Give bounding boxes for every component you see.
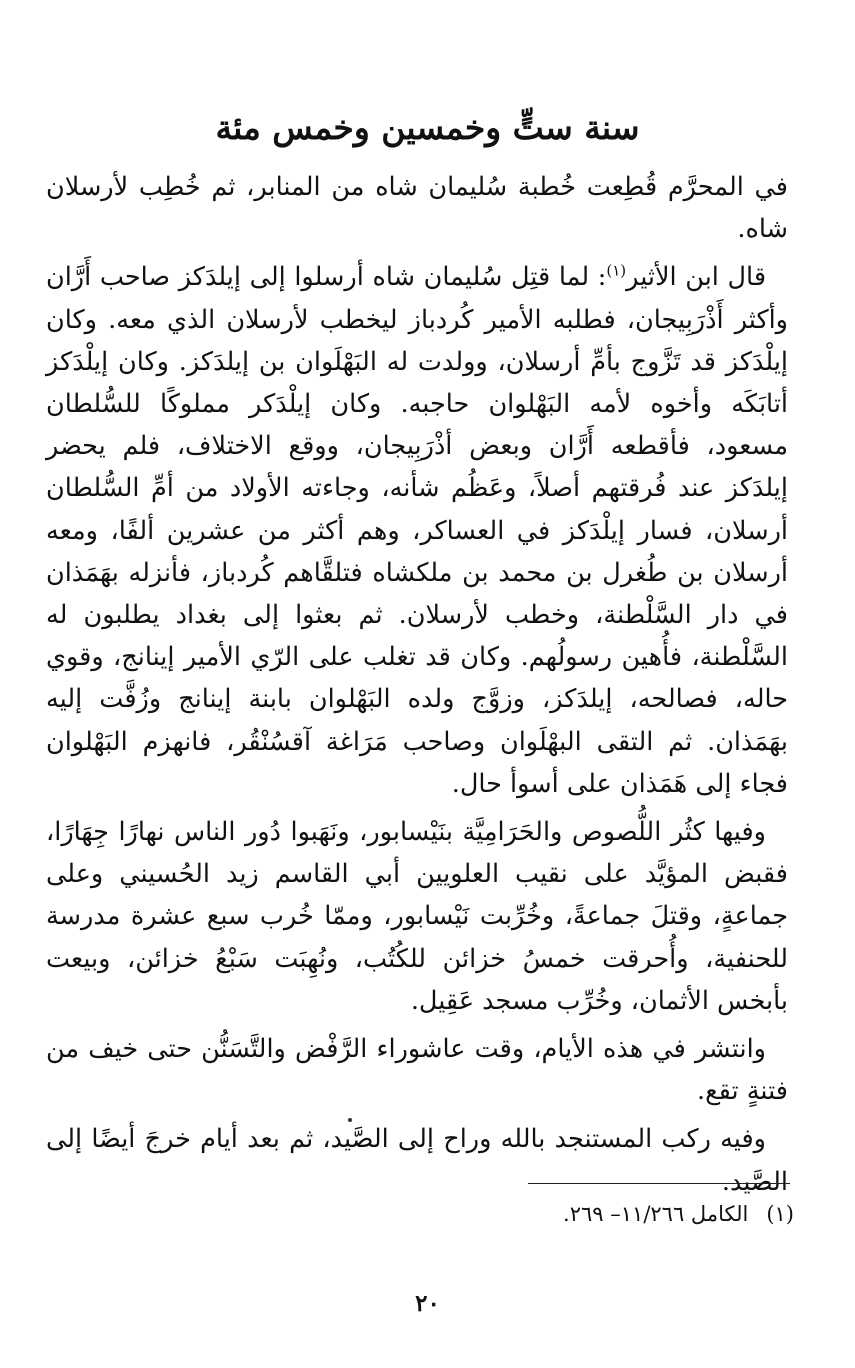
main-text (46, 166, 788, 1209)
paragraph-muharram: في المحرَّم قُطِعت خُطبة سُليمان شاه من المنابر، ثم خُطِب لأرسلان شاه. (46, 172, 788, 245)
page-number: ٢٠ (415, 1290, 440, 1317)
footnote (46, 1196, 794, 1232)
footnote-divider (528, 1183, 790, 1184)
footnote-reference: (١) (606, 261, 627, 280)
footnote-number: (١) (766, 1202, 794, 1226)
stray-dot-mark (348, 1118, 352, 1122)
paragraph-nishapur: وفيها كثُر اللُّصوص والحَرَامِيَّة بنَيْسابور، ونَهَبوا دُور الناس نهارًا جِهَارًا، فقبض المؤيَّد على نقيب العلويين أبي القاسم زيد الحُسيني وعلى جماعةٍ، وقتلَ جماعةً، وخُرِّبت نَيْسابور، وممّا خُرب سبع عشرة مدرسة للحنفية، وأُحرقت خمسُ خزائن للكُتُب، ونُهِبَت سَبْعُ خزائن، وبيعت بأبخس الأثمان، وخُرِّب مسجد عَقِيل. (46, 817, 788, 1016)
quote-text: : لما قتِل سُليمان شاه أرسلوا إلى إيلدَكز صاحب أَرَّان وأكثر أَذْرَبِيجان، فطلبه الأمير كُردباز ليخطب لأرسلان الذي معه. وكان إيلْدَكز قد تَزَّوج بأمِّ أرسلان، وولدت له البَهْلَوان بن إيلدَكز. وكان إيلْدَكز أتابَكَه وأخوه لأمه البَهْلوان حاجبه. وكان إيلْدَكر مملوكًا للسُّلطان مسعود، فأقطعه أَرَّان وبعض أذْرَبِيجان، ووقع الاختلاف، فلم يحضر إيلدَكز عند فُرقتهم أصلاً، وعَظُم شأنه، وجاءته الأولاد من أمِّ السُّلطان أرسلان، فسار إيلْدَكز في العساكر، وهم أكثر من عشرين ألفًا، ومعه أرسلان بن طُغرل بن محمد بن ملكشاه فتلقَّاهم كُردباز، فأنزله بهَمَذان في دار السَّلْطنة، وخطب لأرسلان. ثم بعثوا إلى بغداد يطلبون له السَّلْطنة، فأُهين رسولُهم. وكان قد تغلب على الرّي الأمير إينانج، وقوي حاله، فصالحه، إيلدَكز، وزوَّج ولده البَهْلوان بابنة إينانج وزُفَّت إليه بهَمَذان. ثم التقى البهْلَوان وصاحب مَرَاغة آقسُنْقُر، فانهزم البَهْلوان فجاء إلى هَمَذان على أسوأ حال. (46, 262, 788, 799)
footnote-text: الكامل ١١/٢٦٦– ٢٦٩. (563, 1202, 749, 1226)
quote-intro: قال ابن الأثير (626, 262, 767, 293)
chapter-title: سنة ستٍّ وخمسين وخمس مئة (215, 108, 640, 147)
paragraph-ibn-al-athir (46, 256, 788, 805)
paragraph-hunting: وفيه ركب المستنجد بالله وراح إلى الصَّيد، ثم بعد أيام خرجَ أيضًا إلى الصَّيد. (46, 1124, 788, 1197)
paragraph-ashura: وانتشر في هذه الأيام، وقت عاشوراء الرَّفْض والتَّسَنُّن حتى خيف من فتنةٍ تقع. (46, 1034, 788, 1107)
